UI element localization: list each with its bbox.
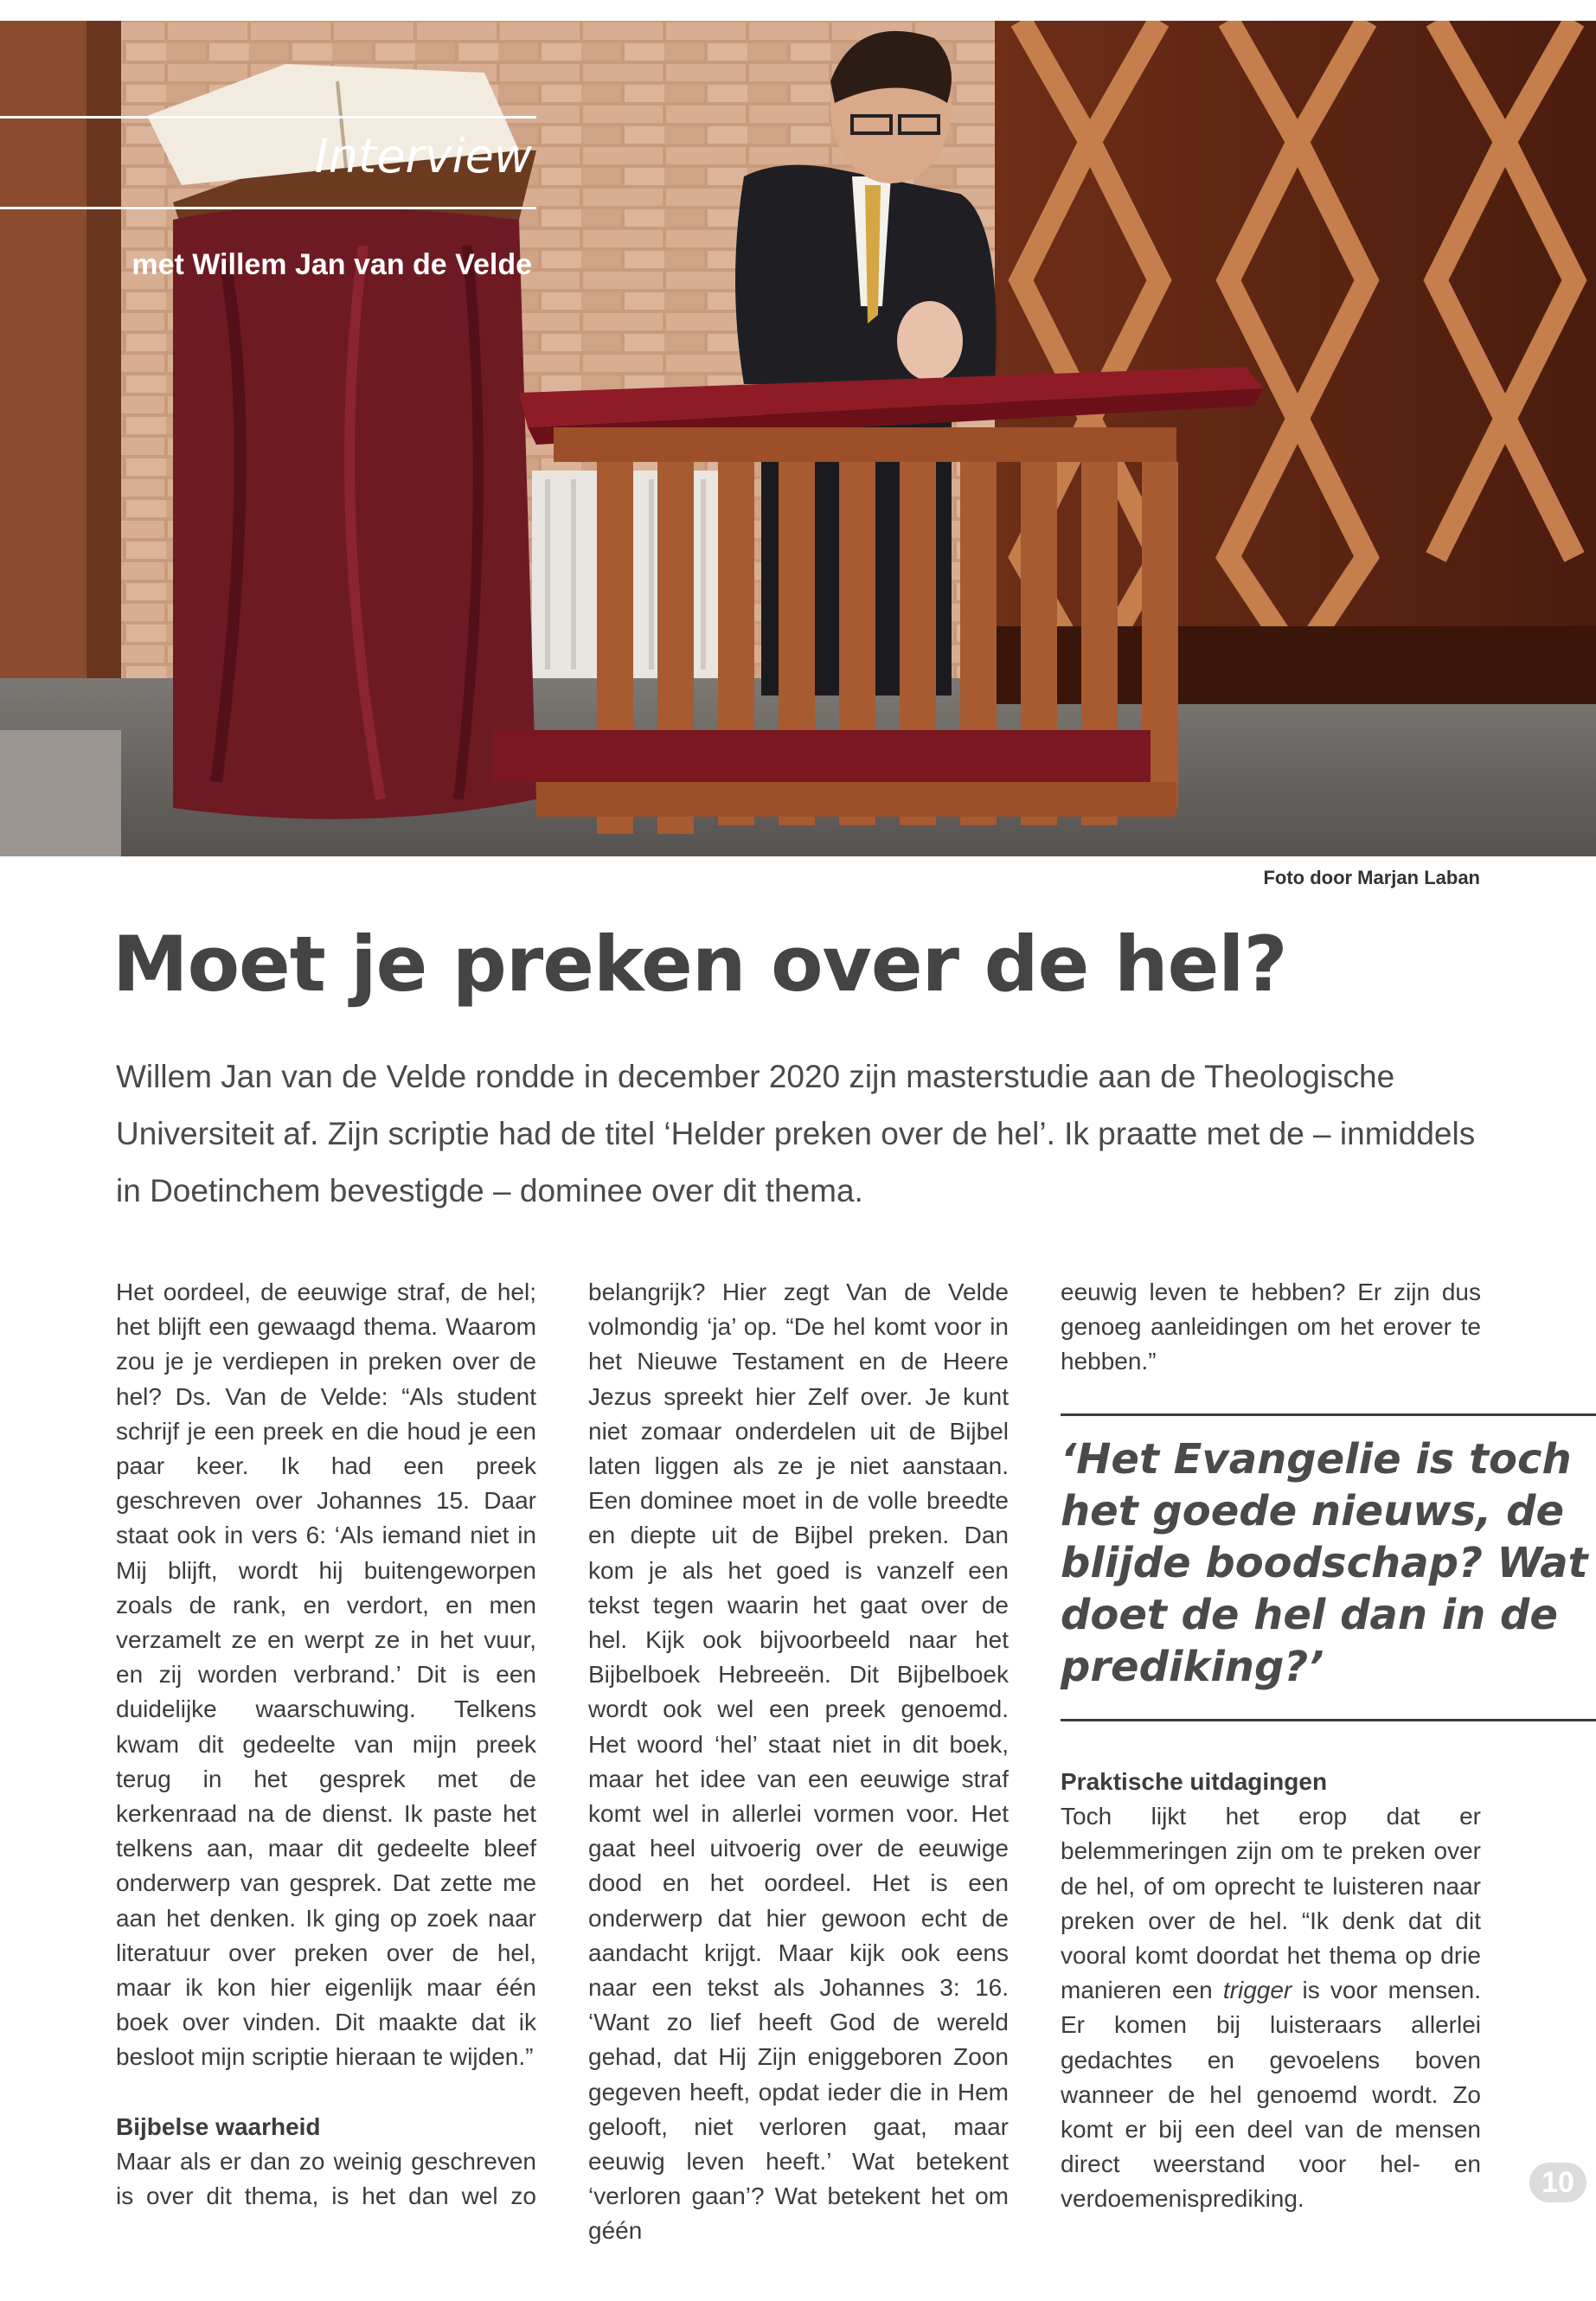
article-column-3 [1061, 1275, 1481, 1380]
article-column-2 [588, 1275, 1009, 2249]
trigger-emphasis: trigger [1222, 1977, 1292, 2004]
column3-paragraph-2 [1061, 1799, 1481, 2216]
pull-quote-text: ‘Het Evangelie is toch het goede nieuws, de blijde boodschap? Wat doet de hel dan in de prediking?’ [1061, 1435, 1588, 1691]
hero-photo [0, 21, 1596, 856]
column1-paragraph-1: Het oordeel, de eeuwige straf, de hel; het blijft een gewaagd thema. Waarom zou je je verdiepen in preken over de hel? Ds. Van de Velde: “Als student schrijf je een preek en die houd je een paar keer. Ik had een preek geschreven over Johannes 15. Daar staat ook in vers 6: ‘Als iemand niet in Mij blijft, wordt hij buitengeworpen zoals de rank, en verdort, en men verzamelt ze en werpt ze in het vuur, en zij worden verbrand.’ Dit is een duidelijke waarschuwing. Telkens kwam dit gedeelte van mijn preek terug in het gesprek met de kerkenraad na de dienst. Ik paste het telkens aan, maar dit gedeelte bleef onderwerp van gesprek. Dat zette me aan het denken. Ik ging op zoek naar literatuur over preken over de hel, maar ik kon hier eigenlijk maar één boek over vinden. Dit maakte dat ik besloot mijn scriptie hieraan te wijden.” [116, 1279, 536, 2071]
article-headline: Moet je preken over de hel? [112, 920, 1287, 1009]
interview-subtitle: met Willem Jan van de Velde [131, 248, 532, 281]
photo-credit: Foto door Marjan Laban [1263, 867, 1480, 888]
column3-paragraph-2-end: is voor mensen. Er komen bij luisteraars allerlei gedachtes en gevoelens boven wanneer de hel genoemd wordt. Zo komt er bij een deel van de mensen direct weerstand voor hel- en verdoemenisprediking. [1061, 1977, 1481, 2213]
praying-man-photo [0, 21, 1596, 856]
column3-paragraph-1: eeuwig leven te hebben? Er zijn dus genoeg aanleidingen om het erover te hebben.” [1061, 1279, 1481, 1375]
column2-paragraph: belangrijk? Hier zegt Van de Velde volmondig ‘ja’ op. “De hel komt voor in het Nieuwe Testament en de Heere Jezus spreekt hier Zelf over. Je kunt niet zomaar onderdelen uit de Bijbel laten liggen als ze je niet aanstaan. Een dominee moet in de volle breedte en diepte uit de Bijbel preken. Dan kom je als het goed is vanzelf een tekst tegen waarin het gaat over de hel. Kijk ook bijvoorbeeld naar het Bijbelboek Hebreeën. Dit Bijbelboek wordt ook wel een preek genoemd. Het woord ‘hel’ staat niet in dit boek, maar het idee van een eeuwige straf komt wel in allerlei vormen voor. Het gaat heel uitvoerig over de eeuwige dood en het oordeel. Het is een onderwerp dat hier gewoon echt de aandacht krijgt. Maar kijk ook eens naar een tekst als Johannes 3: 16. ‘Want zo lief heeft God de wereld gehad, dat Hij Zijn eniggeboren Zoon gegeven heeft, opdat ieder die in Hem gelooft, niet verloren gaat, maar eeuwig leven heeft.’ Wat betekent ‘verloren gaan’? Wat betekent het om géén [588, 1279, 1009, 2245]
hero-rule-bottom [0, 207, 536, 209]
section-label: Interview [314, 129, 532, 183]
section-heading-praktische-uitdagingen: Praktische uitdagingen [1061, 1768, 1328, 1795]
article-intro: Willem Jan van de Velde rondde in december 2020 zijn masterstudie aan de Theologische Universiteit af. Zijn scriptie had de titel ‘Helder preken over de hel’. Ik praatte met de – inmiddels in Doetinchem bevestigde – dominee over dit thema. [116, 1059, 1476, 1208]
page-number: 10 [1529, 2163, 1586, 2202]
article-column-3-continued [1061, 1765, 1481, 2217]
article-column-1 [116, 1275, 536, 2214]
paragraph-gap [116, 2075, 536, 2110]
column1-paragraph-2: Maar als er dan zo weinig geschreven is over dit thema, is het dan wel zo [116, 2147, 536, 2210]
pull-quote [1061, 1413, 1596, 1721]
column3-paragraph-2-start: Toch lijkt het erop dat er belemmeringen zijn om te preken over de hel, of om oprecht te luisteren naar preken over de hel. “Ik denk dat dit vooral komt doordat het thema op drie manieren een [1061, 1803, 1481, 2004]
section-heading-bijbelse-waarheid: Bijbelse waarheid [116, 2112, 321, 2140]
hero-rule-top [0, 116, 536, 119]
